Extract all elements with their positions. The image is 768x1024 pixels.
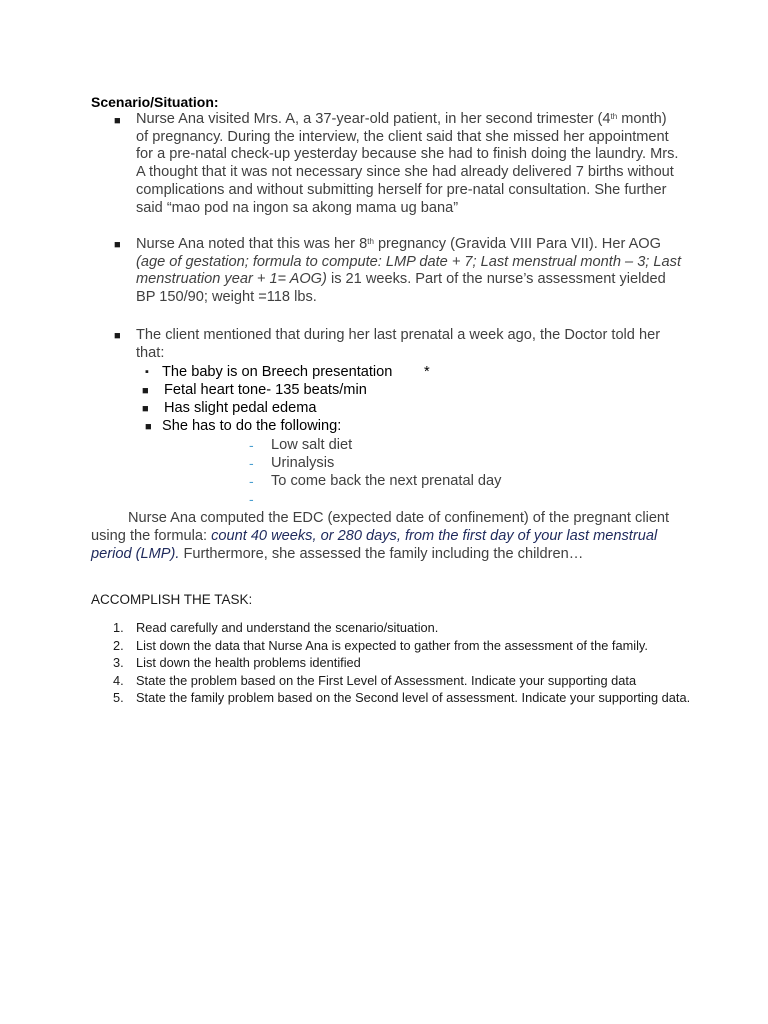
task-text: List down the health problems identified	[136, 655, 361, 670]
doctor-item-edema: Has slight pedal edema	[164, 400, 317, 416]
dash-marker: -	[249, 491, 254, 507]
doctor-item-fetal-heart: Fetal heart tone- 135 beats/min	[164, 382, 367, 398]
asterisk-mark: *	[424, 364, 430, 380]
task-text: State the problem based on the First Level of Assessment. Indicate your supporting data	[136, 672, 637, 688]
scenario-paragraph-pregnancy: Nurse Ana noted that this was her 8th pregnancy (Gravida VIII Para VII). Her AOG (age of gestation; formula to compute: LMP date + 7; Last menstrual month – 3; Last menstruation year + 1= AOG) is 21 weeks. Part of the nurse’s assessment yielded BP 150/90; weight =118 lbs.	[136, 236, 681, 306]
scenario-paragraph-doctor: The client mentioned that during her last prenatal a week ago, the Doctor told her that:	[136, 327, 661, 361]
task-number: 5.	[113, 690, 124, 705]
task-list	[91, 619, 691, 707]
small-square-bullet-icon: ▪	[145, 366, 149, 378]
square-bullet-icon: ■	[145, 421, 152, 433]
task-text: List down the data that Nurse Ana is expected to gather from the assessment of the family.	[136, 637, 648, 653]
task-item	[91, 689, 691, 707]
task-item	[91, 637, 691, 655]
square-bullet-icon: ■	[142, 403, 149, 415]
square-bullet-icon: ■	[142, 385, 149, 397]
task-item	[91, 654, 691, 672]
scenario-paragraph-visit: Nurse Ana visited Mrs. A, a 37-year-old patient, in her second trimester (4th month) of pregnancy. During the interview, the client said that she missed her appointment for a pre-natal check-up yesterday because she had to finish doing the laundry. Mrs. A thought that it was not necessary since she had already delivered 7 births without complications and without submitting herself for pre-natal consultation. She further said “mao pod na ingon sa akong mama ug bana”	[136, 111, 679, 216]
dash-marker: -	[249, 437, 254, 453]
edc-paragraph: Nurse Ana computed the EDC (expected date of confinement) of the pregnant client using the formula: count 40 weeks, or 280 days, from the first day of your last menstrual period (LMP). Furthermore, she assessed the family including the children…	[91, 510, 670, 562]
doctor-item-todo: She has to do the following:	[162, 418, 342, 434]
task-item	[91, 672, 691, 690]
task-number: 4.	[113, 672, 124, 688]
square-bullet-icon: ■	[114, 115, 121, 127]
task-heading: ACCOMPLISH THE TASK:	[91, 592, 253, 607]
task-number: 1.	[113, 620, 124, 635]
scenario-heading: Scenario/Situation:	[91, 94, 219, 110]
todo-low-salt: Low salt diet	[271, 437, 353, 453]
square-bullet-icon: ■	[114, 330, 121, 342]
task-number: 3.	[113, 655, 124, 670]
dash-marker: -	[249, 455, 254, 471]
todo-urinalysis: Urinalysis	[271, 455, 335, 471]
task-text: State the family problem based on the Second level of assessment. Indicate your supporting data.	[136, 690, 691, 705]
task-text: Read carefully and understand the scenario/situation.	[136, 620, 439, 635]
doctor-item-breech: The baby is on Breech presentation	[162, 364, 393, 380]
square-bullet-icon: ■	[114, 239, 121, 251]
todo-come-back: To come back the next prenatal day	[271, 473, 502, 489]
task-item	[91, 619, 691, 637]
task-number: 2.	[113, 637, 124, 653]
dash-marker: -	[249, 473, 254, 489]
